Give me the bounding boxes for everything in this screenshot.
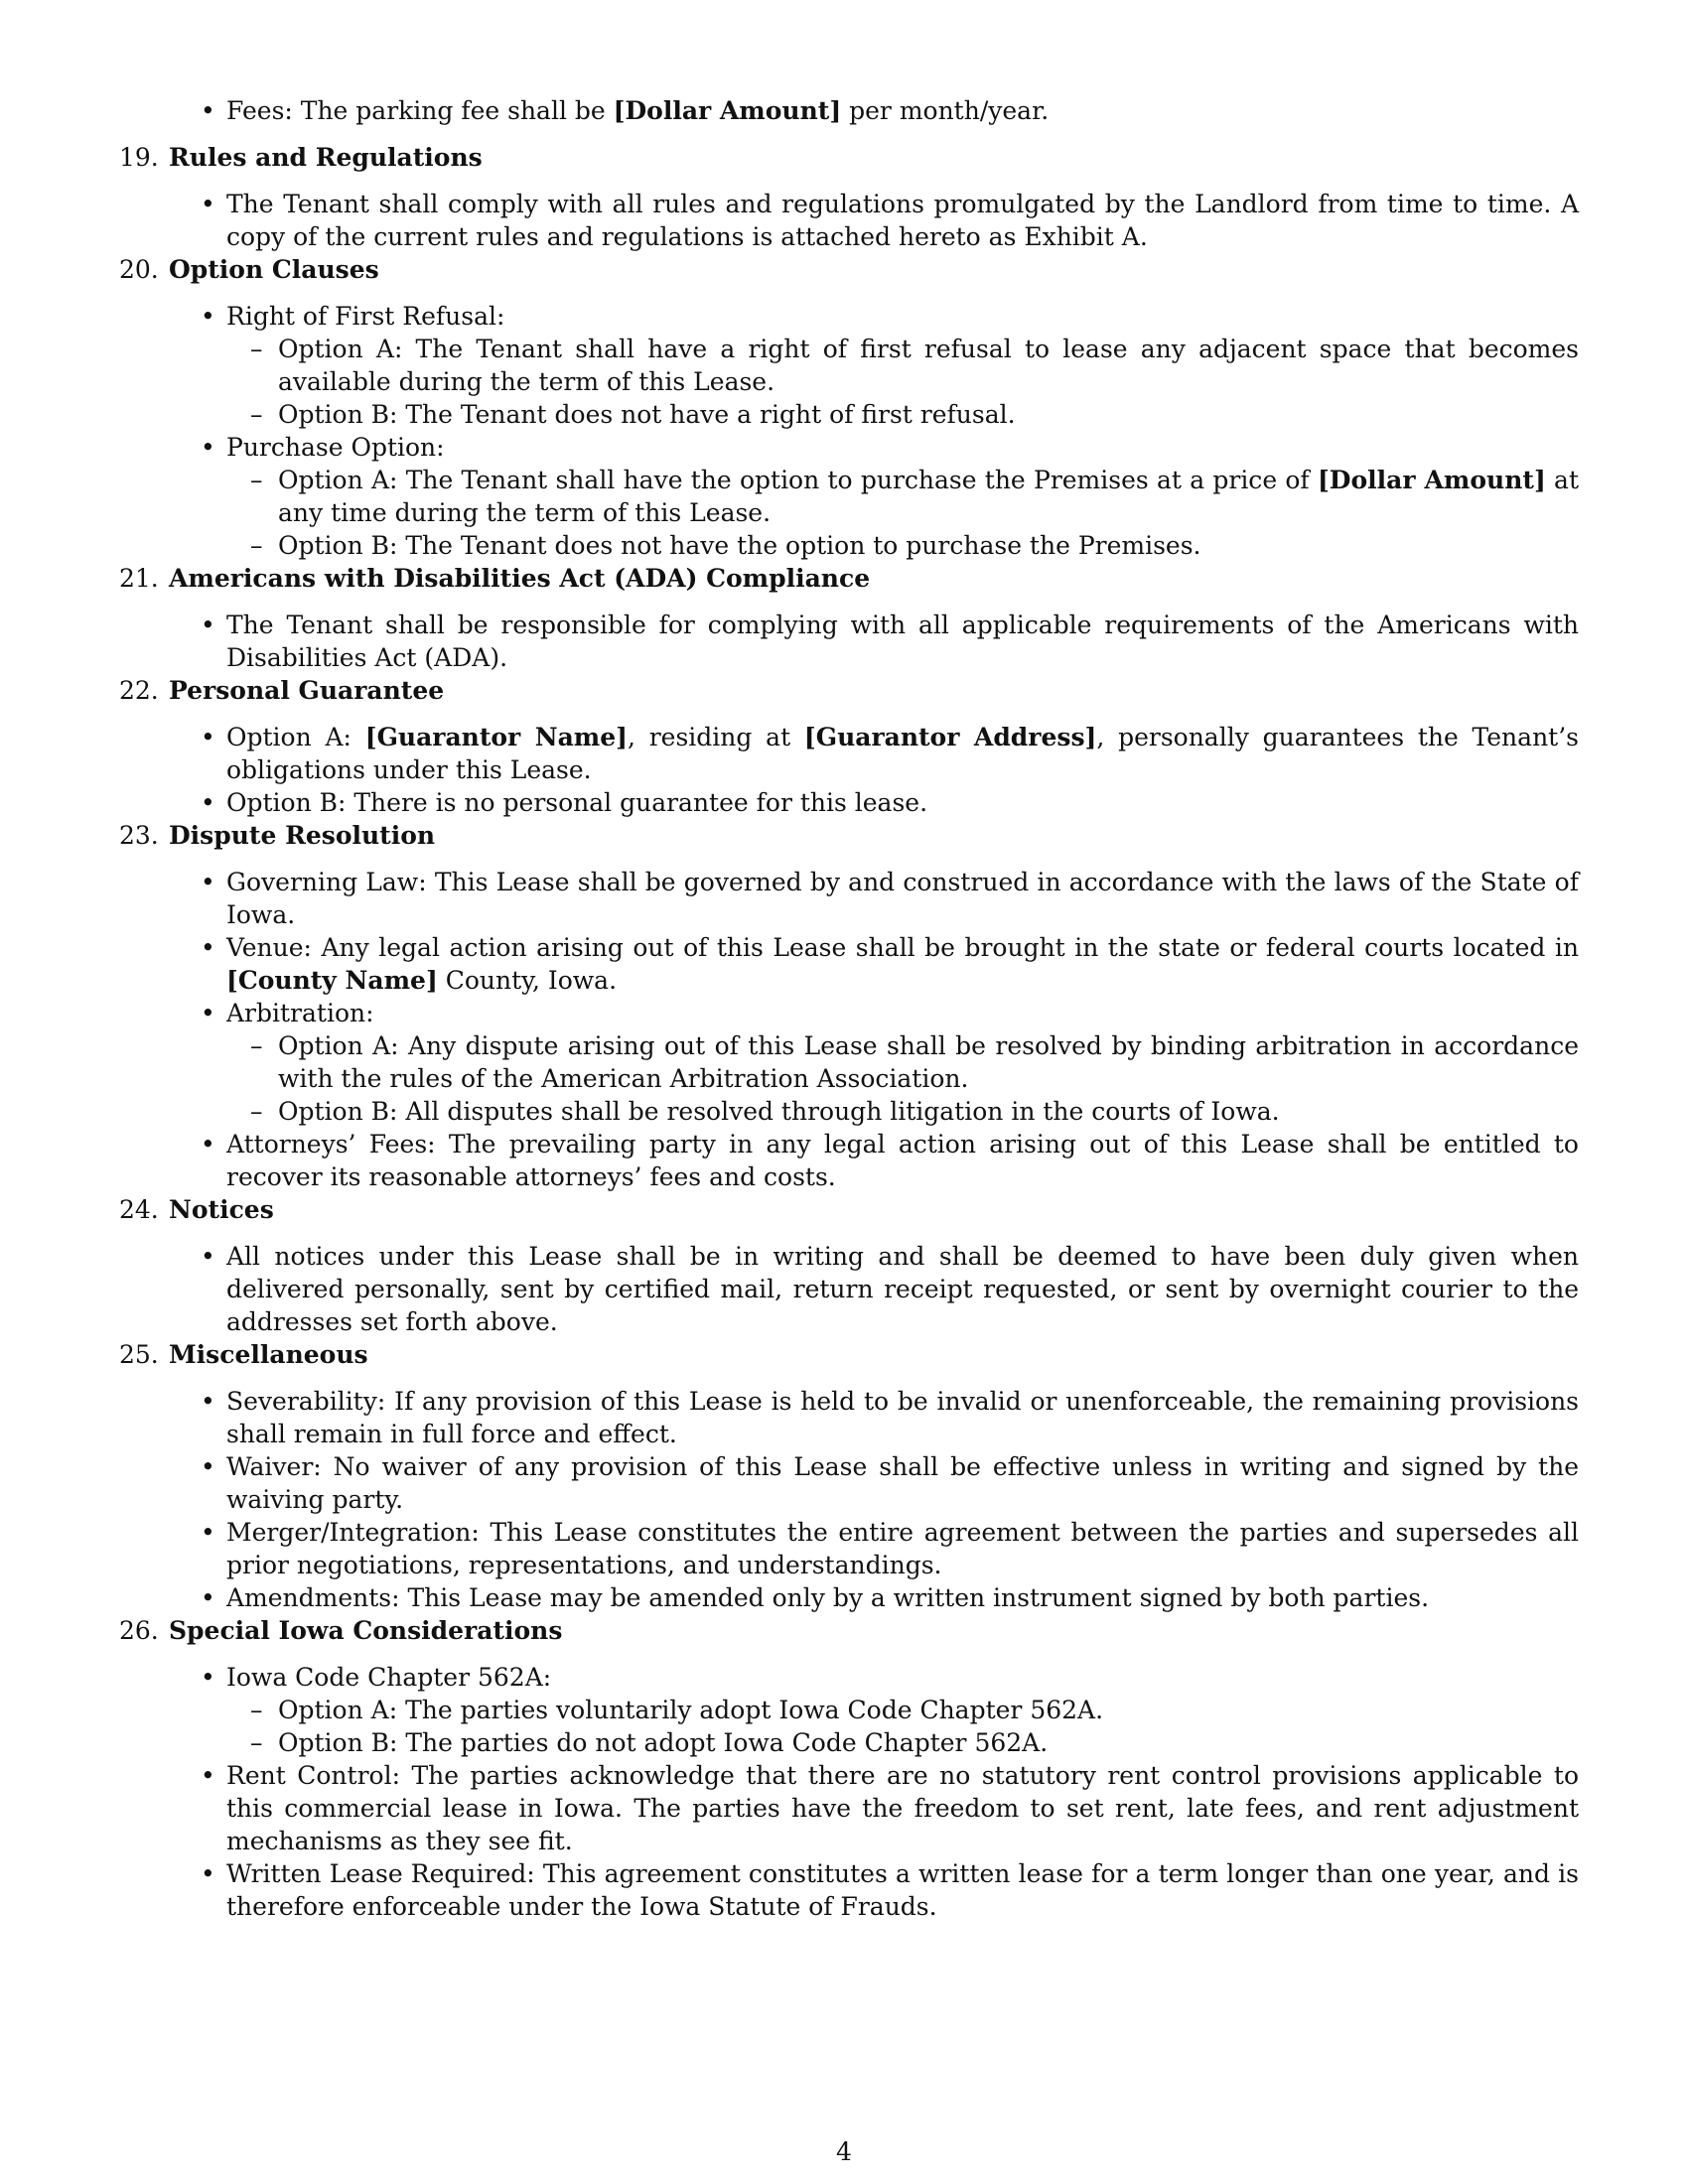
- list-item: • Arbitration: – Option A: Any dispute arising out of this Lease shall be resolved by binding arbitration in accordance with the rules of the American Arbitration Association. – Option B: All disputes shall be resolved through litigation in the courts of Iowa.: [119, 997, 1579, 1128]
- section-title: Special Iowa Considerations: [169, 1616, 563, 1645]
- list-item: • The Tenant shall comply with all rules and regulations promulgated by the Landlord from time to time. A copy of the current rules and regulations is attached hereto as Exhibit A.: [119, 188, 1579, 253]
- section-title: Miscellaneous: [169, 1340, 368, 1369]
- sublist-item: – Option B: The Tenant does not have a right of first refusal.: [226, 398, 1579, 431]
- list-item: • Amendments: This Lease may be amended only by a written instrument signed by both parties.: [119, 1581, 1579, 1614]
- section-24-heading: [119, 1193, 1579, 1226]
- section-number: 26.: [119, 1616, 159, 1645]
- sublist-item: – Option B: All disputes shall be resolved through litigation in the courts of Iowa.: [226, 1095, 1579, 1128]
- list-item: • Right of First Refusal: – Option A: The Tenant shall have a right of first refusal to lease any adjacent space that becomes available during the term of this Lease. – Option B: The Tenant does not have a right of first refusal.: [119, 300, 1579, 431]
- list-item: • Attorneys’ Fees: The prevailing party in any legal action arising out of this Lease shall be entitled to recover its reasonable attorneys’ fees and costs.: [119, 1128, 1579, 1193]
- section-title: Americans with Disabilities Act (ADA) Compliance: [169, 564, 871, 593]
- section-20-heading: [119, 253, 1579, 286]
- section-25-heading: [119, 1338, 1579, 1371]
- sublist: [226, 1029, 1579, 1128]
- section-title: Dispute Resolution: [169, 821, 436, 850]
- list-item: • Severability: If any provision of this Lease is held to be invalid or unenforceable, the remaining provisions shall remain in full force and effect.: [119, 1385, 1579, 1450]
- section-number: 19.: [119, 143, 159, 172]
- section-number: 24.: [119, 1195, 159, 1224]
- sublist-item: – Option B: The parties do not adopt Iowa Code Chapter 562A.: [226, 1726, 1579, 1759]
- section-number: 23.: [119, 821, 159, 850]
- section-22-items: [119, 721, 1579, 819]
- lease-content: [119, 94, 1579, 1923]
- list-item: • Merger/Integration: This Lease constitutes the entire agreement between the parties and supersedes all prior negotiations, representations, and understandings.: [119, 1516, 1579, 1581]
- section-19-heading: [119, 141, 1579, 174]
- list-item: • Waiver: No waiver of any provision of this Lease shall be effective unless in writing and signed by the waiving party.: [119, 1450, 1579, 1516]
- list-item: • Rent Control: The parties acknowledge that there are no statutory rent control provisions applicable to this commercial lease in Iowa. The parties have the freedom to set rent, late fees, and rent adjustment mechanisms as they see fit.: [119, 1759, 1579, 1857]
- section-19-items: [119, 188, 1579, 253]
- sublist-item: – Option A: Any dispute arising out of this Lease shall be resolved by binding arbitration in accordance with the rules of the American Arbitration Association.: [226, 1029, 1579, 1095]
- parking-continuation: [119, 94, 1579, 127]
- sublist: [226, 1694, 1579, 1759]
- list-item: • Iowa Code Chapter 562A: – Option A: The parties voluntarily adopt Iowa Code Chapter 562A. – Option B: The parties do not adopt Iowa Code Chapter 562A.: [119, 1661, 1579, 1759]
- list-item: • Governing Law: This Lease shall be governed by and construed in accordance with the laws of the State of Iowa.: [119, 866, 1579, 931]
- list-item: • The Tenant shall be responsible for complying with all applicable requirements of the Americans with Disabilities Act (ADA).: [119, 609, 1579, 674]
- section-26-heading: [119, 1614, 1579, 1647]
- list-item: • Venue: Any legal action arising out of this Lease shall be brought in the state or federal courts located in [County Name] County, Iowa.: [119, 931, 1579, 997]
- section-title: Rules and Regulations: [169, 143, 483, 172]
- section-21-heading: [119, 562, 1579, 595]
- section-title: Option Clauses: [169, 255, 379, 284]
- section-21-items: [119, 609, 1579, 674]
- section-number: 25.: [119, 1340, 159, 1369]
- list-item: • Option B: There is no personal guarantee for this lease.: [119, 786, 1579, 819]
- sublist-item: – Option A: The Tenant shall have the option to purchase the Premises at a price of [Dollar Amount] at any time during the term of this Lease.: [226, 464, 1579, 529]
- section-title: Personal Guarantee: [169, 676, 445, 705]
- section-25-items: [119, 1385, 1579, 1614]
- list-item: • Purchase Option: – Option A: The Tenant shall have the option to purchase the Premises at a price of [Dollar Amount] at any time during the term of this Lease. – Option B: The Tenant does not have the option to purchase the Premises.: [119, 431, 1579, 562]
- section-24-items: [119, 1240, 1579, 1338]
- sublist: [226, 333, 1579, 431]
- section-22-heading: [119, 674, 1579, 707]
- parking-fee-item: • Fees: The parking fee shall be [Dollar Amount] per month/year.: [119, 94, 1579, 127]
- section-26-items: [119, 1661, 1579, 1923]
- section-20-items: [119, 300, 1579, 562]
- section-number: 20.: [119, 255, 159, 284]
- list-item: • All notices under this Lease shall be in writing and shall be deemed to have been duly given when delivered personally, sent by certified mail, return receipt requested, or sent by overnight courier to the addresses set forth above.: [119, 1240, 1579, 1338]
- sublist-item: – Option B: The Tenant does not have the option to purchase the Premises.: [226, 529, 1579, 562]
- sublist-item: – Option A: The Tenant shall have a right of first refusal to lease any adjacent space that becomes available during the term of this Lease.: [226, 333, 1579, 398]
- list-item: • Written Lease Required: This agreement constitutes a written lease for a term longer than one year, and is therefore enforceable under the Iowa Statute of Frauds.: [119, 1857, 1579, 1923]
- section-23-items: [119, 866, 1579, 1193]
- section-number: 21.: [119, 564, 159, 593]
- page-number: 4: [836, 2137, 852, 2166]
- sublist-item: – Option A: The parties voluntarily adopt Iowa Code Chapter 562A.: [226, 1694, 1579, 1726]
- sublist: [226, 464, 1579, 562]
- section-title: Notices: [169, 1195, 274, 1224]
- section-23-heading: [119, 819, 1579, 852]
- list-item: • Option A: [Guarantor Name], residing at [Guarantor Address], personally guarantees the Tenant’s obligations under this Lease.: [119, 721, 1579, 786]
- section-number: 22.: [119, 676, 159, 705]
